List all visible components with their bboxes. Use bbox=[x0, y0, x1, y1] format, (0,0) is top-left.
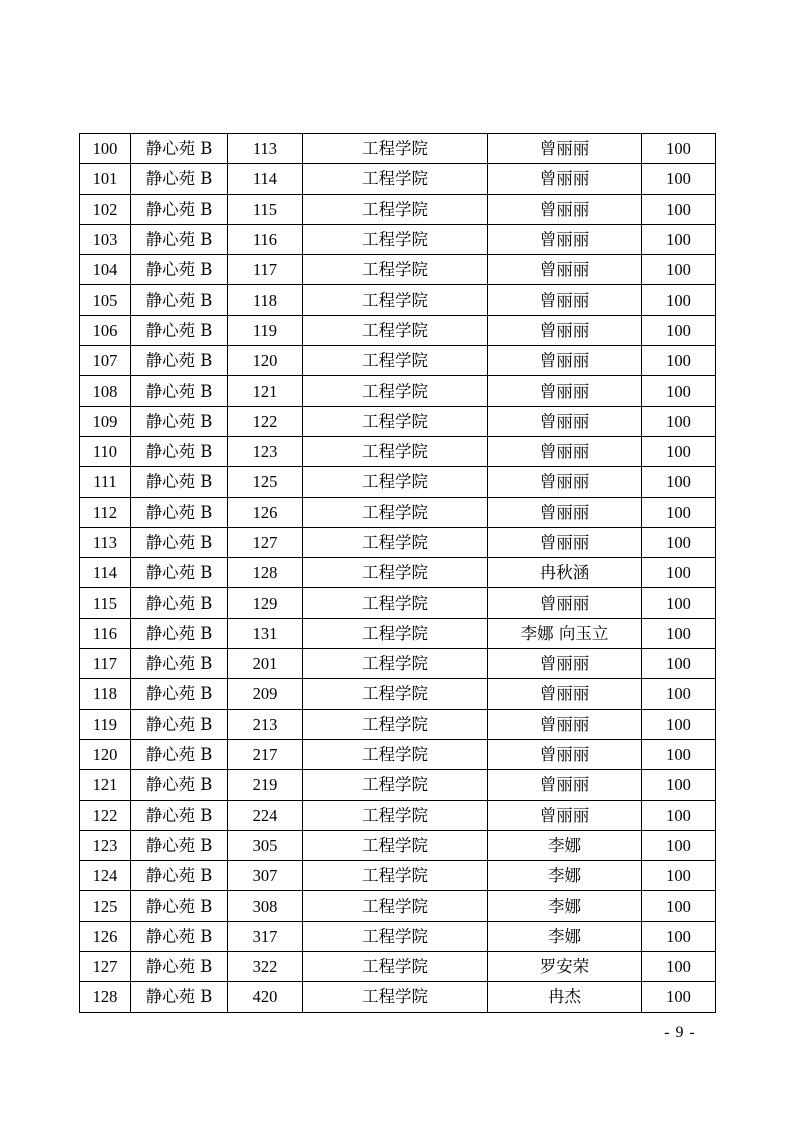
cell-college: 工程学院 bbox=[303, 315, 488, 345]
cell-college: 工程学院 bbox=[303, 952, 488, 982]
cell-score: 100 bbox=[642, 952, 716, 982]
cell-score: 100 bbox=[642, 285, 716, 315]
cell-responsible-person: 冉秋涵 bbox=[488, 558, 642, 588]
cell-college: 工程学院 bbox=[303, 861, 488, 891]
cell-building: 静心苑 B bbox=[131, 588, 228, 618]
cell-building: 静心苑 B bbox=[131, 346, 228, 376]
cell-score: 100 bbox=[642, 527, 716, 557]
cell-responsible-person: 罗安荣 bbox=[488, 952, 642, 982]
cell-responsible-person: 曾丽丽 bbox=[488, 376, 642, 406]
cell-building: 静心苑 B bbox=[131, 982, 228, 1012]
cell-responsible-person: 李娜 bbox=[488, 921, 642, 951]
cell-room-number: 127 bbox=[228, 527, 303, 557]
table-row bbox=[80, 830, 716, 860]
cell-building: 静心苑 B bbox=[131, 800, 228, 830]
table-body bbox=[80, 134, 716, 1013]
cell-sequence-number: 123 bbox=[80, 830, 131, 860]
cell-score: 100 bbox=[642, 861, 716, 891]
cell-college: 工程学院 bbox=[303, 982, 488, 1012]
table-row bbox=[80, 255, 716, 285]
cell-building: 静心苑 B bbox=[131, 164, 228, 194]
table-row bbox=[80, 588, 716, 618]
cell-building: 静心苑 B bbox=[131, 467, 228, 497]
cell-sequence-number: 127 bbox=[80, 952, 131, 982]
cell-building: 静心苑 B bbox=[131, 921, 228, 951]
cell-score: 100 bbox=[642, 830, 716, 860]
cell-responsible-person: 曾丽丽 bbox=[488, 649, 642, 679]
cell-sequence-number: 117 bbox=[80, 649, 131, 679]
cell-sequence-number: 120 bbox=[80, 739, 131, 769]
table-row bbox=[80, 679, 716, 709]
cell-score: 100 bbox=[642, 497, 716, 527]
cell-sequence-number: 128 bbox=[80, 982, 131, 1012]
cell-responsible-person: 冉杰 bbox=[488, 982, 642, 1012]
cell-score: 100 bbox=[642, 194, 716, 224]
table-row bbox=[80, 739, 716, 769]
cell-room-number: 121 bbox=[228, 376, 303, 406]
cell-room-number: 117 bbox=[228, 255, 303, 285]
cell-sequence-number: 124 bbox=[80, 861, 131, 891]
cell-sequence-number: 109 bbox=[80, 406, 131, 436]
cell-responsible-person: 曾丽丽 bbox=[488, 346, 642, 376]
cell-sequence-number: 100 bbox=[80, 134, 131, 164]
cell-sequence-number: 111 bbox=[80, 467, 131, 497]
cell-responsible-person: 曾丽丽 bbox=[488, 406, 642, 436]
cell-sequence-number: 106 bbox=[80, 315, 131, 345]
cell-room-number: 420 bbox=[228, 982, 303, 1012]
table-row bbox=[80, 891, 716, 921]
cell-responsible-person: 曾丽丽 bbox=[488, 497, 642, 527]
cell-score: 100 bbox=[642, 134, 716, 164]
cell-college: 工程学院 bbox=[303, 891, 488, 921]
cell-score: 100 bbox=[642, 224, 716, 254]
cell-college: 工程学院 bbox=[303, 618, 488, 648]
cell-score: 100 bbox=[642, 679, 716, 709]
cell-room-number: 114 bbox=[228, 164, 303, 194]
cell-room-number: 219 bbox=[228, 770, 303, 800]
cell-responsible-person: 李娜 bbox=[488, 861, 642, 891]
cell-room-number: 308 bbox=[228, 891, 303, 921]
cell-building: 静心苑 B bbox=[131, 497, 228, 527]
cell-score: 100 bbox=[642, 800, 716, 830]
cell-college: 工程学院 bbox=[303, 830, 488, 860]
cell-college: 工程学院 bbox=[303, 709, 488, 739]
cell-responsible-person: 曾丽丽 bbox=[488, 315, 642, 345]
table-row bbox=[80, 376, 716, 406]
cell-sequence-number: 114 bbox=[80, 558, 131, 588]
table-row bbox=[80, 194, 716, 224]
cell-college: 工程学院 bbox=[303, 497, 488, 527]
cell-room-number: 126 bbox=[228, 497, 303, 527]
cell-responsible-person: 曾丽丽 bbox=[488, 224, 642, 254]
cell-college: 工程学院 bbox=[303, 770, 488, 800]
cell-responsible-person: 曾丽丽 bbox=[488, 255, 642, 285]
table-row bbox=[80, 285, 716, 315]
cell-responsible-person: 曾丽丽 bbox=[488, 709, 642, 739]
cell-responsible-person: 曾丽丽 bbox=[488, 467, 642, 497]
cell-responsible-person: 李娜 向玉立 bbox=[488, 618, 642, 648]
page-number: - 9 - bbox=[664, 1024, 696, 1041]
cell-room-number: 322 bbox=[228, 952, 303, 982]
cell-room-number: 209 bbox=[228, 679, 303, 709]
table-row bbox=[80, 649, 716, 679]
table-row bbox=[80, 467, 716, 497]
cell-college: 工程学院 bbox=[303, 164, 488, 194]
table-row bbox=[80, 618, 716, 648]
cell-responsible-person: 曾丽丽 bbox=[488, 770, 642, 800]
table-row bbox=[80, 224, 716, 254]
cell-score: 100 bbox=[642, 739, 716, 769]
cell-college: 工程学院 bbox=[303, 467, 488, 497]
cell-sequence-number: 126 bbox=[80, 921, 131, 951]
table-row bbox=[80, 436, 716, 466]
cell-building: 静心苑 B bbox=[131, 952, 228, 982]
table-row bbox=[80, 527, 716, 557]
cell-building: 静心苑 B bbox=[131, 739, 228, 769]
cell-college: 工程学院 bbox=[303, 649, 488, 679]
cell-sequence-number: 116 bbox=[80, 618, 131, 648]
cell-college: 工程学院 bbox=[303, 921, 488, 951]
cell-room-number: 125 bbox=[228, 467, 303, 497]
cell-room-number: 120 bbox=[228, 346, 303, 376]
cell-sequence-number: 107 bbox=[80, 346, 131, 376]
table-row bbox=[80, 315, 716, 345]
cell-score: 100 bbox=[642, 588, 716, 618]
table-row bbox=[80, 982, 716, 1012]
cell-sequence-number: 125 bbox=[80, 891, 131, 921]
cell-score: 100 bbox=[642, 982, 716, 1012]
cell-building: 静心苑 B bbox=[131, 618, 228, 648]
cell-score: 100 bbox=[642, 649, 716, 679]
cell-responsible-person: 曾丽丽 bbox=[488, 436, 642, 466]
cell-score: 100 bbox=[642, 770, 716, 800]
cell-score: 100 bbox=[642, 255, 716, 285]
cell-building: 静心苑 B bbox=[131, 861, 228, 891]
cell-college: 工程学院 bbox=[303, 436, 488, 466]
cell-room-number: 128 bbox=[228, 558, 303, 588]
cell-sequence-number: 105 bbox=[80, 285, 131, 315]
cell-building: 静心苑 B bbox=[131, 830, 228, 860]
cell-building: 静心苑 B bbox=[131, 709, 228, 739]
table-row bbox=[80, 406, 716, 436]
cell-score: 100 bbox=[642, 558, 716, 588]
cell-room-number: 119 bbox=[228, 315, 303, 345]
cell-responsible-person: 曾丽丽 bbox=[488, 588, 642, 618]
table-row bbox=[80, 861, 716, 891]
table-row bbox=[80, 800, 716, 830]
table-row bbox=[80, 952, 716, 982]
cell-building: 静心苑 B bbox=[131, 649, 228, 679]
cell-building: 静心苑 B bbox=[131, 770, 228, 800]
table-row bbox=[80, 164, 716, 194]
cell-college: 工程学院 bbox=[303, 800, 488, 830]
cell-score: 100 bbox=[642, 376, 716, 406]
cell-building: 静心苑 B bbox=[131, 255, 228, 285]
cell-sequence-number: 108 bbox=[80, 376, 131, 406]
cell-building: 静心苑 B bbox=[131, 224, 228, 254]
cell-responsible-person: 曾丽丽 bbox=[488, 739, 642, 769]
cell-building: 静心苑 B bbox=[131, 558, 228, 588]
cell-room-number: 122 bbox=[228, 406, 303, 436]
cell-college: 工程学院 bbox=[303, 194, 488, 224]
table-row bbox=[80, 497, 716, 527]
cell-responsible-person: 李娜 bbox=[488, 830, 642, 860]
cell-college: 工程学院 bbox=[303, 406, 488, 436]
table-row bbox=[80, 558, 716, 588]
cell-building: 静心苑 B bbox=[131, 527, 228, 557]
cell-sequence-number: 103 bbox=[80, 224, 131, 254]
cell-sequence-number: 119 bbox=[80, 709, 131, 739]
cell-building: 静心苑 B bbox=[131, 194, 228, 224]
cell-building: 静心苑 B bbox=[131, 315, 228, 345]
cell-sequence-number: 122 bbox=[80, 800, 131, 830]
cell-building: 静心苑 B bbox=[131, 285, 228, 315]
cell-responsible-person: 曾丽丽 bbox=[488, 679, 642, 709]
cell-sequence-number: 110 bbox=[80, 436, 131, 466]
cell-score: 100 bbox=[642, 921, 716, 951]
cell-score: 100 bbox=[642, 164, 716, 194]
cell-score: 100 bbox=[642, 709, 716, 739]
cell-responsible-person: 曾丽丽 bbox=[488, 194, 642, 224]
cell-room-number: 118 bbox=[228, 285, 303, 315]
cell-college: 工程学院 bbox=[303, 527, 488, 557]
cell-sequence-number: 101 bbox=[80, 164, 131, 194]
cell-sequence-number: 112 bbox=[80, 497, 131, 527]
cell-building: 静心苑 B bbox=[131, 376, 228, 406]
cell-responsible-person: 李娜 bbox=[488, 891, 642, 921]
cell-responsible-person: 曾丽丽 bbox=[488, 134, 642, 164]
cell-building: 静心苑 B bbox=[131, 406, 228, 436]
table-row bbox=[80, 770, 716, 800]
cell-room-number: 113 bbox=[228, 134, 303, 164]
cell-room-number: 307 bbox=[228, 861, 303, 891]
cell-room-number: 116 bbox=[228, 224, 303, 254]
cell-sequence-number: 104 bbox=[80, 255, 131, 285]
cell-sequence-number: 121 bbox=[80, 770, 131, 800]
cell-score: 100 bbox=[642, 891, 716, 921]
cell-building: 静心苑 B bbox=[131, 679, 228, 709]
cell-score: 100 bbox=[642, 436, 716, 466]
cell-college: 工程学院 bbox=[303, 134, 488, 164]
cell-score: 100 bbox=[642, 406, 716, 436]
cell-score: 100 bbox=[642, 467, 716, 497]
cell-room-number: 201 bbox=[228, 649, 303, 679]
table-row bbox=[80, 921, 716, 951]
cell-college: 工程学院 bbox=[303, 558, 488, 588]
cell-college: 工程学院 bbox=[303, 255, 488, 285]
cell-room-number: 115 bbox=[228, 194, 303, 224]
dormitory-score-table bbox=[79, 133, 716, 1013]
cell-sequence-number: 115 bbox=[80, 588, 131, 618]
cell-college: 工程学院 bbox=[303, 679, 488, 709]
cell-room-number: 129 bbox=[228, 588, 303, 618]
cell-building: 静心苑 B bbox=[131, 891, 228, 921]
cell-room-number: 131 bbox=[228, 618, 303, 648]
cell-room-number: 317 bbox=[228, 921, 303, 951]
cell-score: 100 bbox=[642, 618, 716, 648]
cell-score: 100 bbox=[642, 315, 716, 345]
cell-sequence-number: 118 bbox=[80, 679, 131, 709]
cell-college: 工程学院 bbox=[303, 346, 488, 376]
cell-room-number: 305 bbox=[228, 830, 303, 860]
cell-college: 工程学院 bbox=[303, 224, 488, 254]
cell-college: 工程学院 bbox=[303, 285, 488, 315]
cell-sequence-number: 102 bbox=[80, 194, 131, 224]
table-row bbox=[80, 346, 716, 376]
cell-responsible-person: 曾丽丽 bbox=[488, 800, 642, 830]
cell-room-number: 213 bbox=[228, 709, 303, 739]
cell-college: 工程学院 bbox=[303, 376, 488, 406]
cell-sequence-number: 113 bbox=[80, 527, 131, 557]
cell-room-number: 224 bbox=[228, 800, 303, 830]
cell-room-number: 123 bbox=[228, 436, 303, 466]
cell-building: 静心苑 B bbox=[131, 436, 228, 466]
cell-building: 静心苑 B bbox=[131, 134, 228, 164]
cell-room-number: 217 bbox=[228, 739, 303, 769]
table-row bbox=[80, 134, 716, 164]
cell-responsible-person: 曾丽丽 bbox=[488, 285, 642, 315]
cell-college: 工程学院 bbox=[303, 739, 488, 769]
cell-responsible-person: 曾丽丽 bbox=[488, 164, 642, 194]
cell-responsible-person: 曾丽丽 bbox=[488, 527, 642, 557]
cell-score: 100 bbox=[642, 346, 716, 376]
table-row bbox=[80, 709, 716, 739]
cell-college: 工程学院 bbox=[303, 588, 488, 618]
